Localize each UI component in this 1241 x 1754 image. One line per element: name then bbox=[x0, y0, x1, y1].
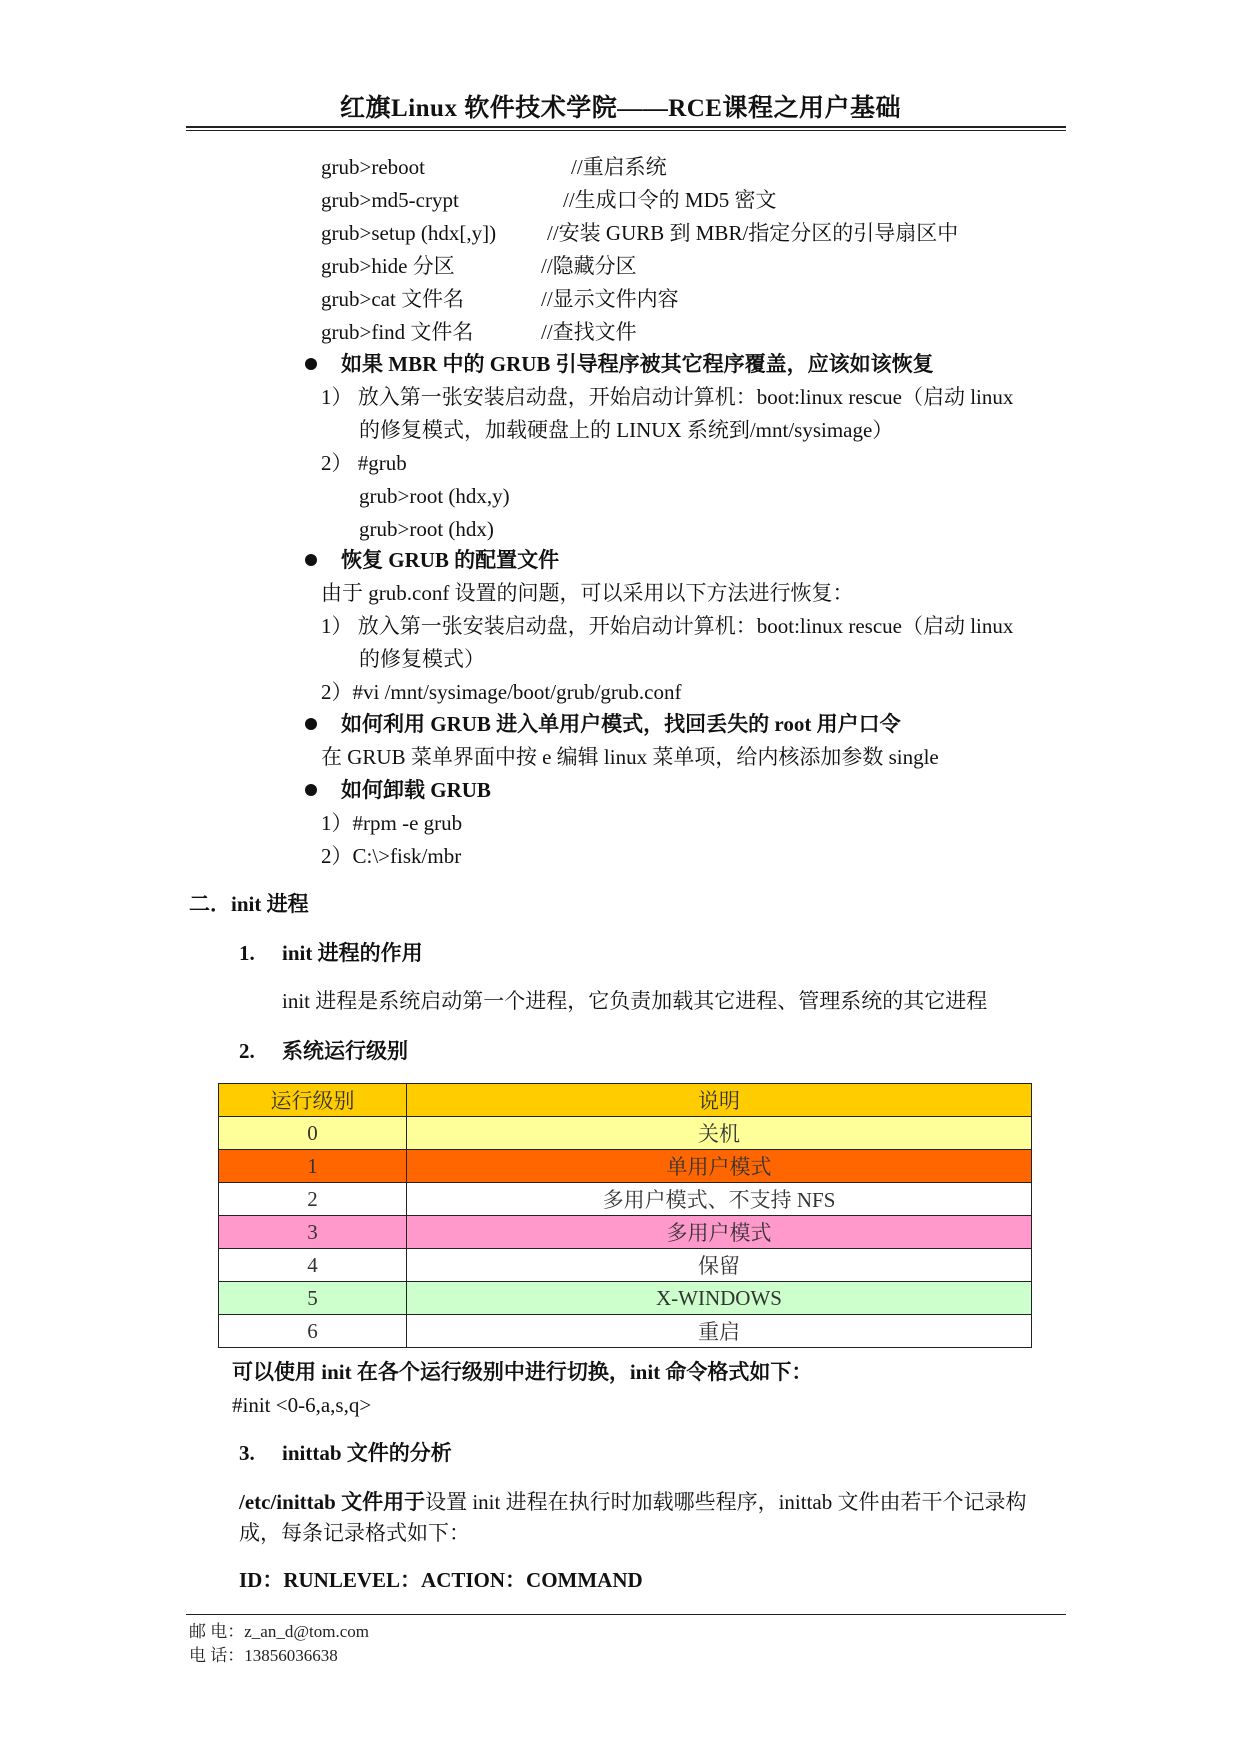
footer-phone bbox=[189, 1644, 338, 1668]
section-number: 1. bbox=[239, 941, 255, 965]
runlevel-desc-cell: 保留 bbox=[407, 1249, 1032, 1282]
section-heading-restore-conf: 恢复 GRUB 的配置文件 bbox=[341, 548, 560, 572]
section-title-inittab: inittab 文件的分析 bbox=[282, 1441, 452, 1465]
grub-command: grub>cat 文件名 bbox=[321, 287, 465, 311]
runlevel-cell: 2 bbox=[219, 1183, 407, 1216]
footer-email-label: 邮 电： bbox=[189, 1622, 245, 1641]
section-heading-single-user: 如何利用 GRUB 进入单用户模式，找回丢失的 root 用户口令 bbox=[341, 712, 901, 736]
init-command-format: #init <0-6,a,s,q> bbox=[232, 1393, 372, 1417]
mbr-step1-line1: 1） 放入第一张安装启动盘，开始启动计算机：boot:linux rescue（启动 linux bbox=[321, 385, 1014, 409]
footer-divider bbox=[186, 1614, 1066, 1615]
runlevel-table bbox=[218, 1083, 1032, 1348]
table-row bbox=[219, 1315, 1032, 1348]
grub-command: grub>reboot bbox=[321, 155, 425, 179]
mbr-step2-line2: grub>root (hdx,y) bbox=[359, 484, 510, 508]
bullet-icon bbox=[305, 784, 317, 796]
section-heading-uninstall: 如何卸载 GRUB bbox=[341, 778, 491, 802]
header-divider bbox=[186, 126, 1066, 128]
section-title-init-role: init 进程的作用 bbox=[282, 941, 423, 965]
footer-phone-label: 电 话： bbox=[189, 1646, 245, 1665]
runlevel-cell: 0 bbox=[219, 1117, 407, 1150]
grub-command: grub>setup (hdx[,y]) bbox=[321, 221, 497, 245]
inittab-description-line2: 成，每条记录格式如下： bbox=[239, 1521, 470, 1545]
header-divider-thin bbox=[186, 130, 1066, 131]
grub-command-comment: //重启系统 bbox=[571, 155, 667, 179]
section-number: 3. bbox=[239, 1441, 255, 1465]
table-row bbox=[219, 1150, 1032, 1183]
table-row bbox=[219, 1282, 1032, 1315]
mbr-step2-line1: 2） #grub bbox=[321, 451, 407, 475]
runlevel-desc-cell: 关机 bbox=[407, 1117, 1032, 1150]
runlevel-cell: 4 bbox=[219, 1249, 407, 1282]
runlevel-desc-cell: 多用户模式、不支持 NFS bbox=[407, 1183, 1032, 1216]
single-user-text: 在 GRUB 菜单界面中按 e 编辑 linux 菜单项，给内核添加参数 single bbox=[321, 745, 939, 769]
uninstall-step2: 2）C:\>fisk/mbr bbox=[321, 844, 462, 868]
record-format: ID：RUNLEVEL：ACTION：COMMAND bbox=[239, 1568, 643, 1592]
grub-command-comment: //隐藏分区 bbox=[541, 254, 637, 278]
init-role-text: init 进程是系统启动第一个进程，它负责加载其它进程、管理系统的其它进程 bbox=[282, 989, 988, 1013]
uninstall-step1: 1）#rpm -e grub bbox=[321, 811, 463, 835]
section-number: 2. bbox=[239, 1039, 255, 1063]
runlevel-desc-cell: 多用户模式 bbox=[407, 1216, 1032, 1249]
grub-command: grub>hide 分区 bbox=[321, 254, 455, 278]
table-row bbox=[219, 1216, 1032, 1249]
bullet-icon bbox=[305, 554, 317, 566]
grub-command: grub>md5-crypt bbox=[321, 188, 459, 212]
init-switch-text: 可以使用 init 在各个运行级别中进行切换，init 命令格式如下： bbox=[232, 1360, 813, 1384]
runlevel-cell: 6 bbox=[219, 1315, 407, 1348]
table-header-cell: 说明 bbox=[407, 1084, 1032, 1117]
restore-conf-step2: 2）#vi /mnt/sysimage/boot/grub/grub.conf bbox=[321, 680, 682, 704]
runlevel-cell: 1 bbox=[219, 1150, 407, 1183]
section-heading-mbr: 如果 MBR 中的 GRUB 引导程序被其它程序覆盖，应该如该恢复 bbox=[341, 352, 934, 376]
grub-command-comment: //生成口令的 MD5 密文 bbox=[563, 188, 777, 212]
runlevel-desc-cell: 单用户模式 bbox=[407, 1150, 1032, 1183]
inittab-description-line1 bbox=[239, 1488, 1027, 1516]
chapter-title: 二．init 进程 bbox=[189, 892, 309, 916]
restore-conf-step1-line1: 1） 放入第一张安装启动盘，开始启动计算机：boot:linux rescue（启动 linux bbox=[321, 614, 1014, 638]
inittab-path-label: /etc/inittab 文件用于 bbox=[239, 1490, 426, 1514]
runlevel-cell: 3 bbox=[219, 1216, 407, 1249]
footer-email bbox=[189, 1620, 369, 1644]
grub-command-comment: //显示文件内容 bbox=[541, 287, 679, 311]
section-title-runlevels: 系统运行级别 bbox=[282, 1039, 408, 1063]
runlevel-desc-cell: 重启 bbox=[407, 1315, 1032, 1348]
runlevel-cell: 5 bbox=[219, 1282, 407, 1315]
mbr-step2-line3: grub>root (hdx) bbox=[359, 517, 494, 541]
runlevel-desc-cell: X-WINDOWS bbox=[407, 1282, 1032, 1315]
grub-command-comment: //安装 GURB 到 MBR/指定分区的引导扇区中 bbox=[547, 221, 959, 245]
grub-command-comment: //查找文件 bbox=[541, 320, 637, 344]
table-row bbox=[219, 1183, 1032, 1216]
table-header-row bbox=[219, 1084, 1032, 1117]
table-row bbox=[219, 1117, 1032, 1150]
bullet-icon bbox=[305, 718, 317, 730]
footer-email-value: z_an_d@tom.com bbox=[244, 1622, 369, 1641]
page-header-title: 红旗Linux 软件技术学院——RCE课程之用户基础 bbox=[340, 95, 901, 122]
mbr-step1-line2: 的修复模式，加载硬盘上的 LINUX 系统到/mnt/sysimage） bbox=[359, 418, 894, 442]
grub-command: grub>find 文件名 bbox=[321, 320, 474, 344]
footer-phone-value: 13856036638 bbox=[244, 1646, 338, 1665]
inittab-description-text: 设置 init 进程在执行时加载哪些程序，inittab 文件由若干个记录构 bbox=[425, 1490, 1027, 1514]
table-header-cell: 运行级别 bbox=[219, 1084, 407, 1117]
restore-conf-intro: 由于 grub.conf 设置的问题，可以采用以下方法进行恢复： bbox=[321, 581, 854, 605]
restore-conf-step1-line2: 的修复模式） bbox=[359, 647, 485, 671]
table-row bbox=[219, 1249, 1032, 1282]
bullet-icon bbox=[305, 358, 317, 370]
